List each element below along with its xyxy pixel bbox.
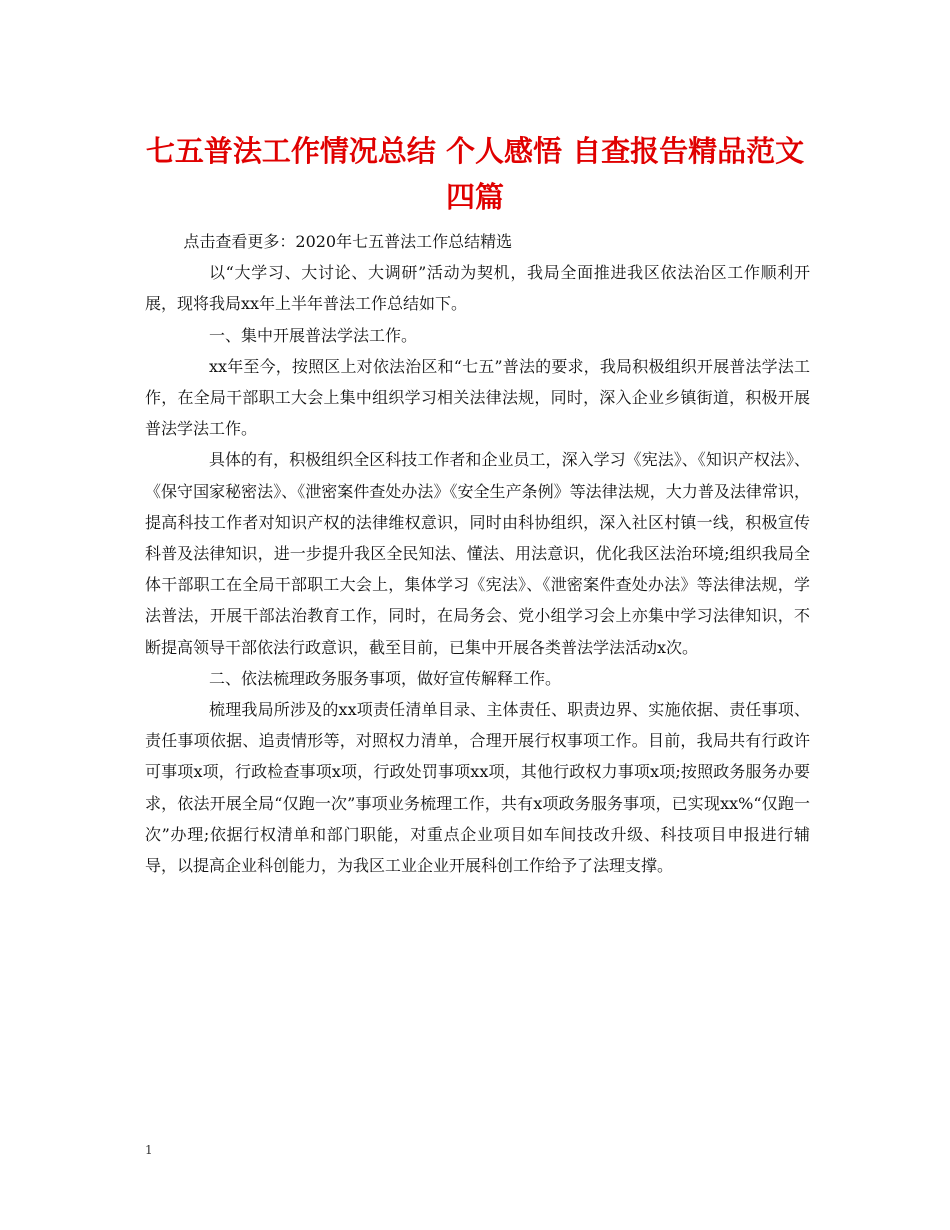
- title-line-1: 七五普法工作情况总结 个人感悟 自查报告精品范文: [145, 134, 805, 168]
- body-paragraph: 具体的有，积极组织全区科技工作者和企业员工，深入学习《宪法》、《知识产权法》、《保守国家秘密法》、《泄密案件查处办法》《安全生产条例》等法律法规，大力普及法律常识，提高科技工作者对知识产权的法律维权意识，同时由科协组织，深入社区村镇一线，积极宣传科普及法律知识，进一步提升我区全民知法、懂法、用法意识，优化我区法治环境;组织我局全体干部职工在全局干部职工大会上，集体学习《宪法》、《泄密案件查处办法》等法律法规，学法普法，开展干部法治教育工作，同时，在局务会、党小组学习会上亦集中学习法律知识，不断提高领导干部依法行政意识，截至目前，已集中开展各类普法学法活动x次。: [145, 450, 810, 657]
- intro-paragraph: 以“大学习、大讨论、大调研”活动为契机，我局全面推进我区依法治区工作顺利开展，现将我局xx年上半年普法工作总结如下。: [145, 263, 810, 314]
- page-number: 1: [145, 1143, 153, 1157]
- more-link-paragraph: 点击查看更多：2020年七五普法工作总结精选: [183, 232, 513, 251]
- body-paragraph: xx年至今，按照区上对依法治区和“七五”普法的要求，我局积极组织开展普法学法工作，在全局干部职工大会上集中组织学习相关法律法规，同时，深入企业乡镇街道，积极开展普法学法工作。: [145, 356, 810, 439]
- document-body: [145, 226, 810, 881]
- document-title: [100, 128, 850, 220]
- body-paragraph: 梳理我局所涉及的xx项责任清单目录、主体责任、职责边界、实施依据、责任事项、责任事项依据、追责情形等，对照权力清单，合理开展行权事项工作。目前，我局共有行政许可事项x项，行政检查事项x项，行政处罚事项xx项，其他行政权力事项x项;按照政务服务办要求，依法开展全局“仅跑一次”事项业务梳理工作，共有x项政务服务事项，已实现xx%“仅跑一次”办理;依据行权清单和部门职能，对重点企业项目如车间技改升级、科技项目申报进行辅导，以提高企业科创能力，为我区工业企业开展科创工作给予了法理支撑。: [145, 700, 810, 876]
- section-heading-1: 一、集中开展普法学法工作。: [209, 325, 418, 345]
- section-heading-2: 二、依法梳理政务服务事项，做好宣传解释工作。: [209, 668, 562, 688]
- title-line-2: 四篇: [445, 180, 504, 214]
